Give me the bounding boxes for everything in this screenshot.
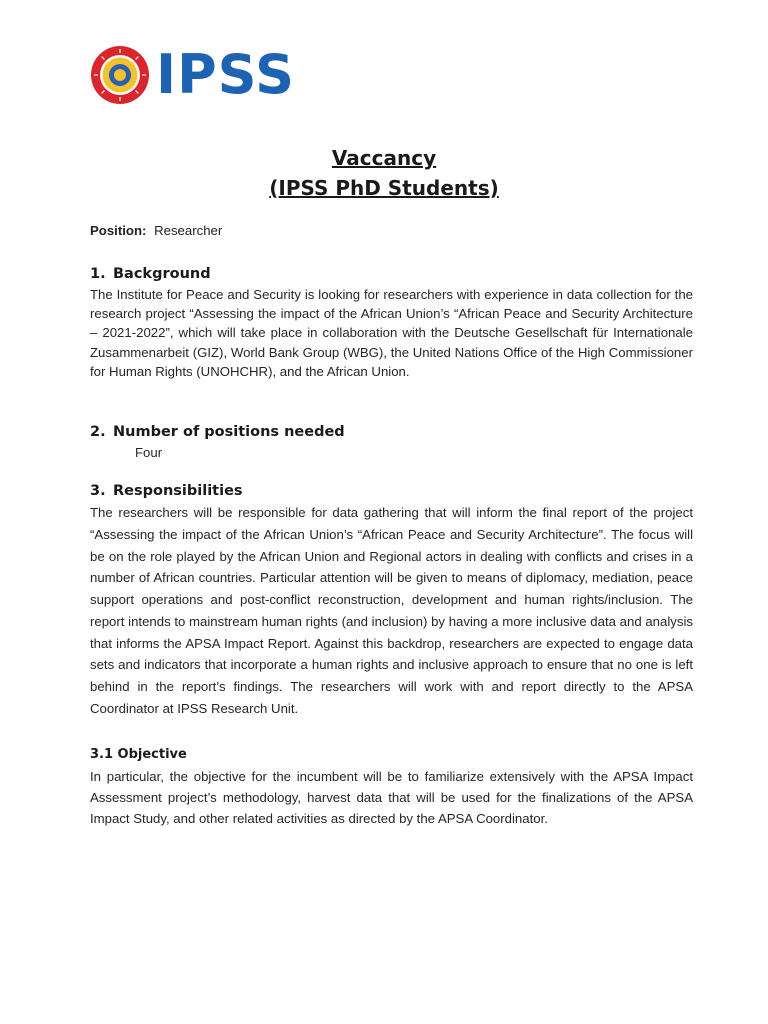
- positions-number: 2.: [90, 424, 106, 441]
- title-line-1: Vaccancy: [331, 146, 437, 170]
- position-field: [90, 221, 693, 241]
- background-paragraph: The Institute for Peace and Security is looking for researchers with experience in data collection for the research project “Assessing the impact of the African Union’s “African Peace and Security Architecture – 2021-2022”, which will take place in collaboration with the Deutsche Gesellschaft für Internationale Zusammenarbeit (GIZ), World Bank Group (WBG), the United Nations Office of the High Commissioner for Human Rights (UNOHCHR), and the African Union.: [90, 287, 693, 379]
- document-body: [90, 221, 693, 829]
- responsibilities-number: 3.: [90, 483, 106, 500]
- background-number: 1.: [90, 266, 106, 282]
- background-heading: [90, 263, 693, 285]
- page-title: [0, 143, 768, 203]
- title-line-2: (IPSS PhD Students): [269, 176, 499, 200]
- university-seal-icon: [90, 45, 150, 105]
- position-label: Position:: [90, 223, 147, 238]
- responsibilities-paragraph: The researchers will be responsible for data gathering that will inform the final report of the project “Assessing the impact of the African Union’s “African Peace and Security Architecture”. The focus will be on the role played by the African Union and Regional actors in dealing with conflicts and crises in a number of African countries. Particular attention will be given to means of diplomacy, mediation, peace support operations and post-conflict reconstruction, development and human rights/inclusion. The report intends to mainstream human rights (and inclusion) by having a more inclusive data and analysis that informs the APSA Impact Report. Against this backdrop, researchers are expected to engage data sets and indicators that incorporate a human rights and inclusive approach to ensure that no one is left behind in the report’s findings. The researchers will work with and report directly to the APSA Coordinator at IPSS Research Unit.: [90, 505, 693, 716]
- logo-wordmark: IPSS: [156, 43, 296, 106]
- positions-value: Four: [135, 445, 163, 461]
- responsibilities-heading-text: Responsibilities: [113, 483, 243, 500]
- positions-heading: [90, 421, 693, 443]
- responsibilities-heading: [90, 480, 693, 502]
- background-heading-text: Background: [113, 266, 211, 282]
- position-value: Researcher: [154, 223, 223, 238]
- ipss-logo: [90, 45, 295, 105]
- positions-heading-text: Number of positions needed: [113, 424, 345, 441]
- objective-heading: 3.1 Objective: [90, 746, 187, 762]
- objective-paragraph: In particular, the objective for the incumbent will be to familiarize extensively with the APSA Impact Assessment project’s methodology, harvest data that will be used for the finalizations of the APSA Impact Study, and other related activities as directed by the APSA Coordinator.: [90, 768, 693, 827]
